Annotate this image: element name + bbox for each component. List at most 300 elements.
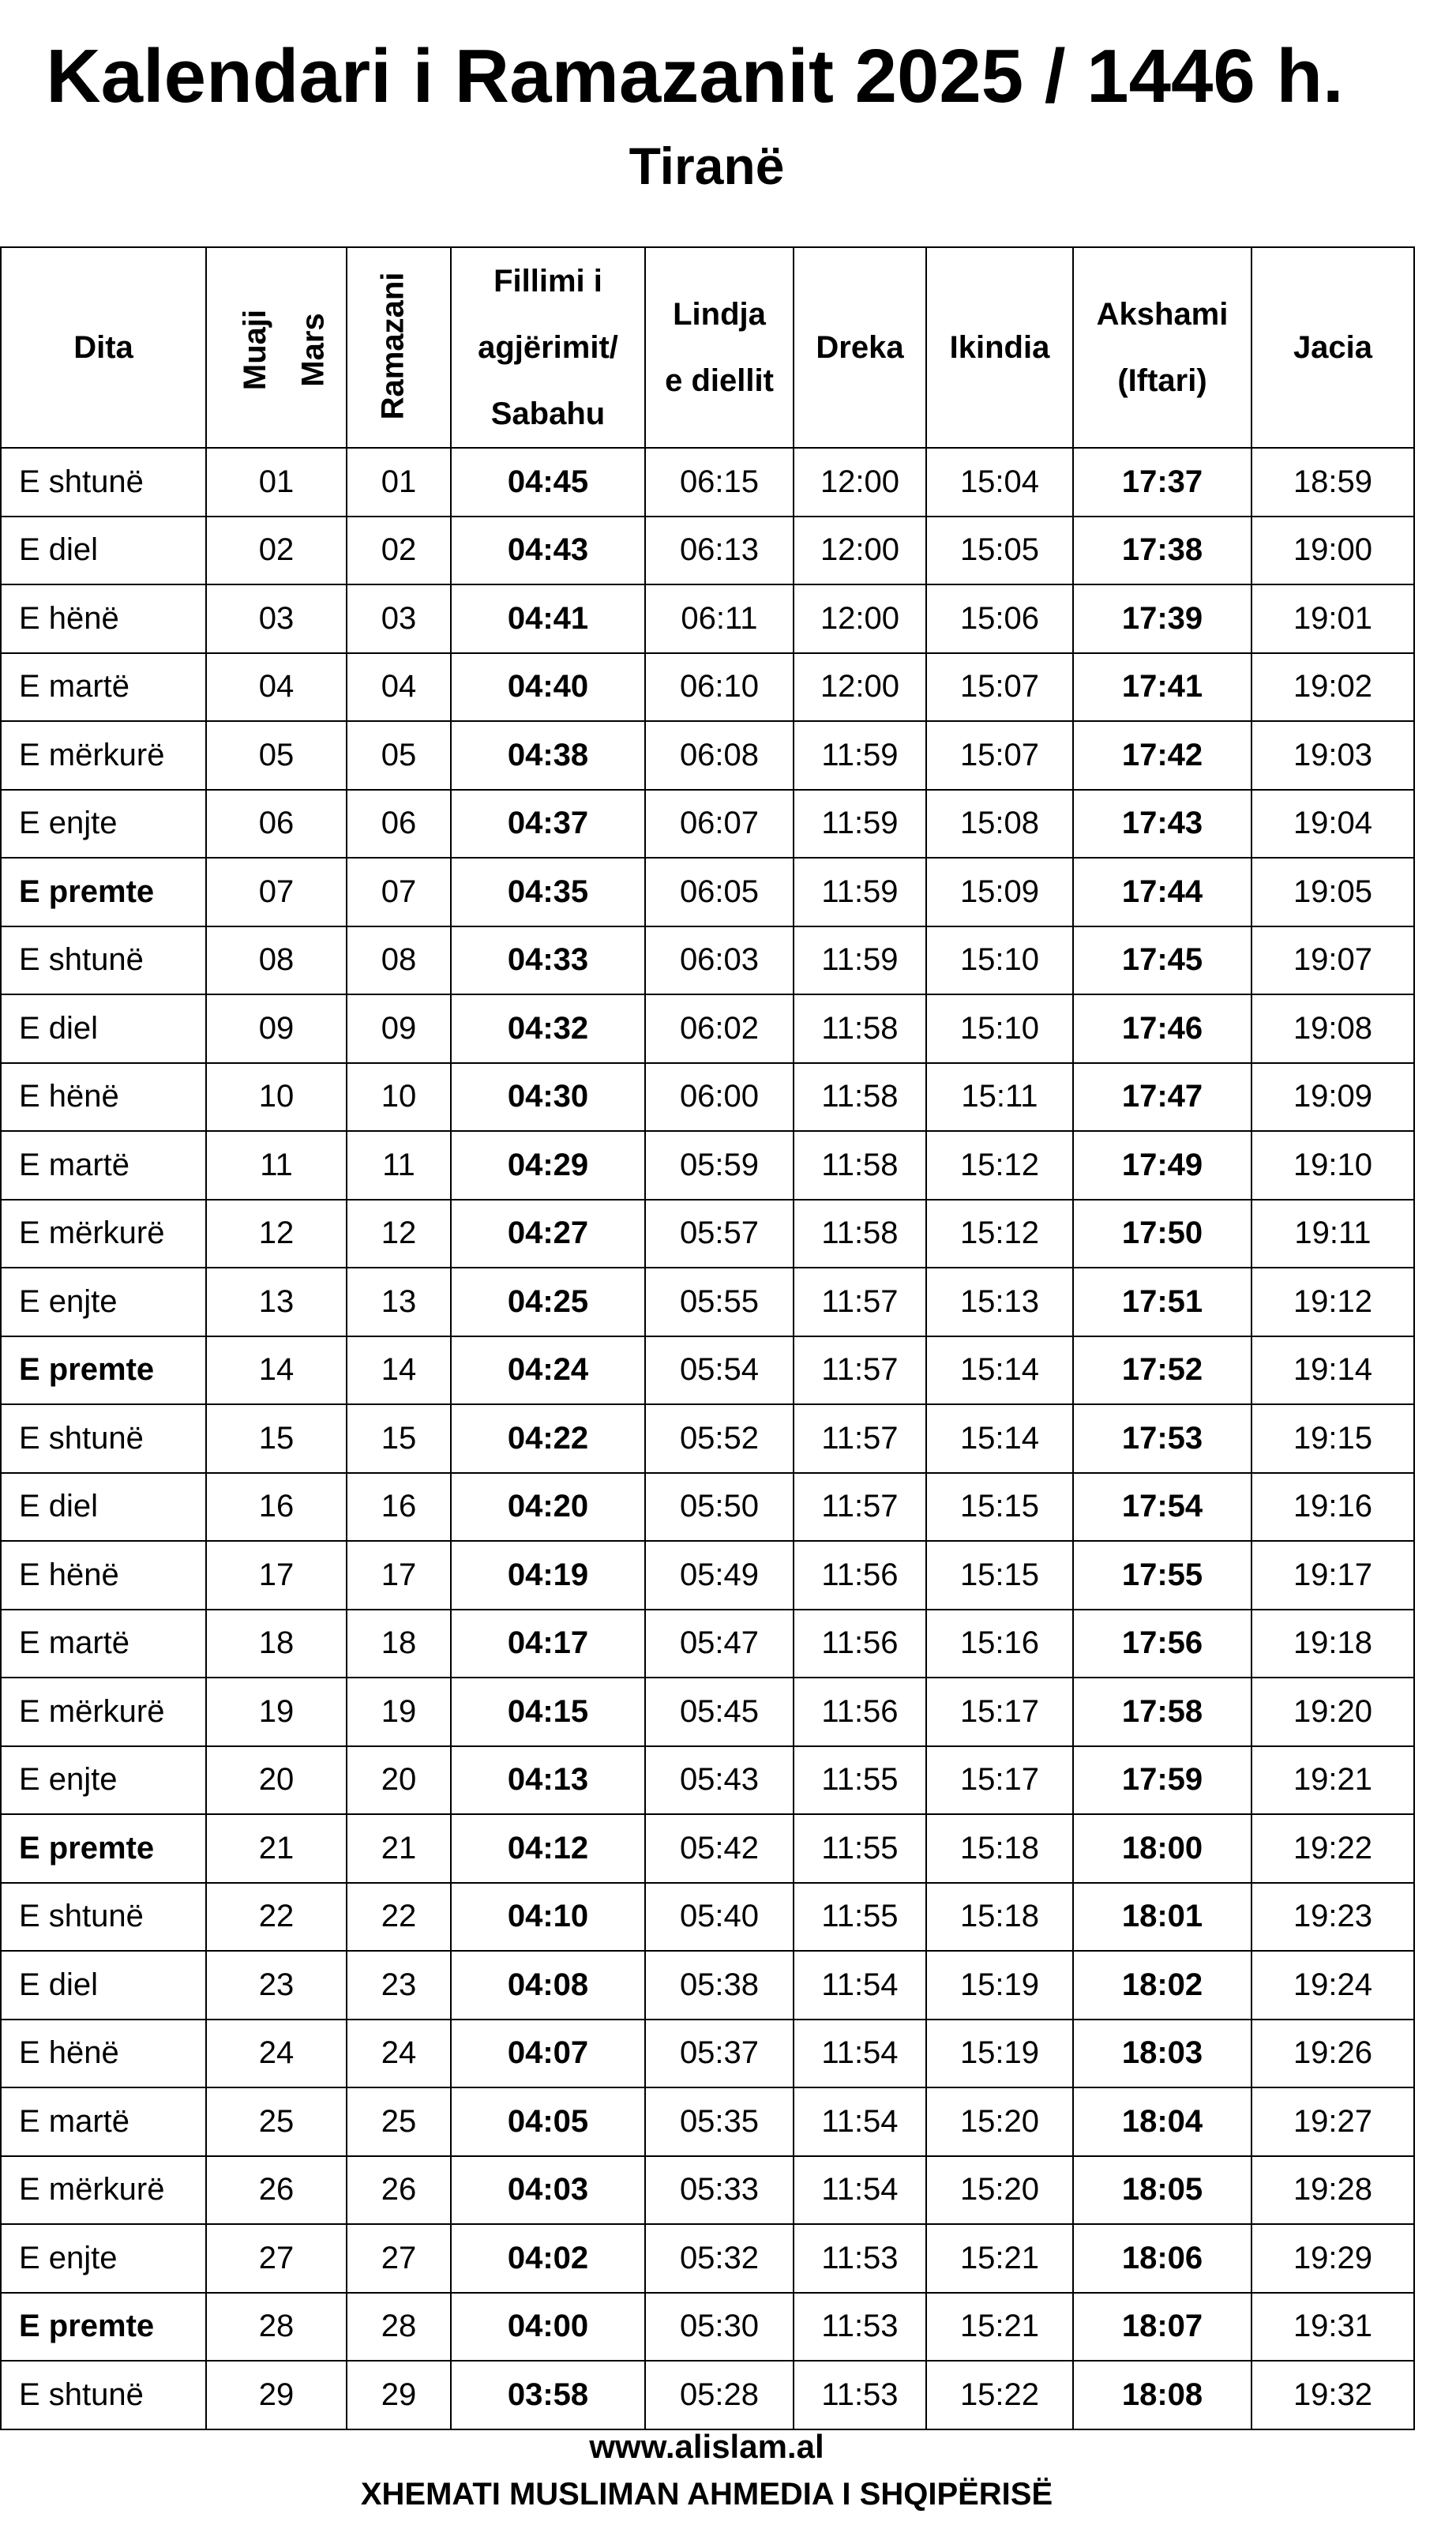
cell-dreka: 11:55 [794, 1883, 926, 1952]
cell-dreka: 11:59 [794, 790, 926, 859]
cell-ikindia: 15:16 [926, 1610, 1073, 1678]
cell-dreka: 11:57 [794, 1404, 926, 1473]
cell-mars: 19 [206, 1678, 347, 1746]
cell-jacia: 19:00 [1251, 517, 1414, 585]
cell-sabahu: 04:10 [451, 1883, 645, 1952]
cell-jacia: 19:26 [1251, 2020, 1414, 2088]
cell-lindja: 06:13 [645, 517, 794, 585]
cell-ramazani: 24 [347, 2020, 451, 2088]
footer-organization: XHEMATI MUSLIMAN AHMEDIA I SHQIPËRISË [360, 2477, 1053, 2512]
cell-ramazani: 09 [347, 994, 451, 1063]
cell-ramazani: 13 [347, 1268, 451, 1336]
cell-ikindia: 15:19 [926, 1951, 1073, 2020]
cell-ikindia: 15:05 [926, 517, 1073, 585]
cell-ikindia: 15:13 [926, 1268, 1073, 1336]
table-header-row [1, 247, 1414, 448]
cell-dreka: 11:59 [794, 926, 926, 995]
table-row [1, 2293, 1414, 2362]
table-row [1, 1541, 1414, 1610]
cell-dreka: 11:54 [794, 2156, 926, 2225]
cell-lindja: 06:07 [645, 790, 794, 859]
cell-mars: 12 [206, 1200, 347, 1268]
cell-jacia: 19:27 [1251, 2087, 1414, 2156]
cell-mars: 10 [206, 1063, 347, 1132]
cell-akshami: 17:38 [1073, 517, 1251, 585]
cell-lindja: 05:47 [645, 1610, 794, 1678]
header-lindja [645, 247, 794, 448]
cell-lindja: 06:15 [645, 448, 794, 517]
cell-mars: 02 [206, 517, 347, 585]
cell-ikindia: 15:21 [926, 2293, 1073, 2362]
cell-sabahu: 04:08 [451, 1951, 645, 2020]
cell-jacia: 19:18 [1251, 1610, 1414, 1678]
cell-dreka: 11:55 [794, 1746, 926, 1815]
cell-dreka: 11:59 [794, 721, 926, 790]
cell-sabahu: 04:00 [451, 2293, 645, 2362]
cell-jacia: 19:21 [1251, 1746, 1414, 1815]
cell-jacia: 19:29 [1251, 2224, 1414, 2293]
cell-jacia: 19:20 [1251, 1678, 1414, 1746]
cell-jacia: 19:12 [1251, 1268, 1414, 1336]
table-row [1, 926, 1414, 995]
cell-jacia: 19:15 [1251, 1404, 1414, 1473]
cell-jacia: 19:10 [1251, 1131, 1414, 1200]
cell-jacia: 19:14 [1251, 1336, 1414, 1405]
cell-sabahu: 04:37 [451, 790, 645, 859]
table-row [1, 2020, 1414, 2088]
header-lindja-line2: e diellit [665, 363, 774, 398]
cell-dreka: 12:00 [794, 517, 926, 585]
cell-day: E shtunë [1, 926, 206, 995]
cell-sabahu: 03:58 [451, 2361, 645, 2429]
cell-day: E diel [1, 1473, 206, 1542]
table-row [1, 1336, 1414, 1405]
footer-website: www.alislam.al [589, 2428, 824, 2465]
cell-akshami: 17:41 [1073, 653, 1251, 722]
table-row [1, 1268, 1414, 1336]
header-dita: Dita [1, 247, 206, 448]
cell-ramazani: 12 [347, 1200, 451, 1268]
table-row [1, 2361, 1414, 2429]
cell-ramazani: 17 [347, 1541, 451, 1610]
cell-akshami: 17:52 [1073, 1336, 1251, 1405]
cell-ramazani: 04 [347, 653, 451, 722]
cell-akshami: 17:54 [1073, 1473, 1251, 1542]
table-row [1, 1951, 1414, 2020]
cell-mars: 26 [206, 2156, 347, 2225]
cell-day: E hënë [1, 1541, 206, 1610]
cell-day: E shtunë [1, 1404, 206, 1473]
cell-ramazani: 05 [347, 721, 451, 790]
cell-sabahu: 04:15 [451, 1678, 645, 1746]
cell-mars: 15 [206, 1404, 347, 1473]
cell-mars: 20 [206, 1746, 347, 1815]
cell-ikindia: 15:08 [926, 790, 1073, 859]
cell-day: E diel [1, 994, 206, 1063]
table-row [1, 1814, 1414, 1883]
cell-ikindia: 15:15 [926, 1473, 1073, 1542]
header-dreka: Dreka [794, 247, 926, 448]
cell-day: E hënë [1, 2020, 206, 2088]
cell-akshami: 17:50 [1073, 1200, 1251, 1268]
cell-mars: 18 [206, 1610, 347, 1678]
cell-dreka: 11:57 [794, 1336, 926, 1405]
cell-sabahu: 04:03 [451, 2156, 645, 2225]
cell-dreka: 11:53 [794, 2293, 926, 2362]
cell-dreka: 11:56 [794, 1610, 926, 1678]
cell-akshami: 17:43 [1073, 790, 1251, 859]
cell-ramazani: 20 [347, 1746, 451, 1815]
cell-mars: 05 [206, 721, 347, 790]
cell-akshami: 17:55 [1073, 1541, 1251, 1610]
header-sabahu-line1: Fillimi i [493, 264, 602, 299]
cell-lindja: 05:35 [645, 2087, 794, 2156]
cell-lindja: 05:57 [645, 1200, 794, 1268]
cell-akshami: 18:00 [1073, 1814, 1251, 1883]
cell-ramazani: 01 [347, 448, 451, 517]
cell-jacia: 19:28 [1251, 2156, 1414, 2225]
cell-mars: 28 [206, 2293, 347, 2362]
cell-ramazani: 28 [347, 2293, 451, 2362]
cell-akshami: 17:59 [1073, 1746, 1251, 1815]
cell-ramazani: 10 [347, 1063, 451, 1132]
table-row [1, 858, 1414, 926]
cell-ramazani: 23 [347, 1951, 451, 2020]
cell-lindja: 05:30 [645, 2293, 794, 2362]
cell-day: E hënë [1, 584, 206, 653]
cell-mars: 08 [206, 926, 347, 995]
cell-ramazani: 03 [347, 584, 451, 653]
cell-sabahu: 04:05 [451, 2087, 645, 2156]
cell-sabahu: 04:25 [451, 1268, 645, 1336]
cell-akshami: 17:45 [1073, 926, 1251, 995]
cell-jacia: 19:31 [1251, 2293, 1414, 2362]
cell-day: E shtunë [1, 2361, 206, 2429]
cell-ramazani: 14 [347, 1336, 451, 1405]
cell-jacia: 19:08 [1251, 994, 1414, 1063]
table-row [1, 1746, 1414, 1815]
cell-day: E enjte [1, 2224, 206, 2293]
cell-lindja: 05:54 [645, 1336, 794, 1405]
cell-akshami: 17:49 [1073, 1131, 1251, 1200]
table-row [1, 1131, 1414, 1200]
cell-akshami: 18:05 [1073, 2156, 1251, 2225]
cell-sabahu: 04:41 [451, 584, 645, 653]
cell-ikindia: 15:12 [926, 1131, 1073, 1200]
cell-ikindia: 15:18 [926, 1814, 1073, 1883]
cell-ramazani: 16 [347, 1473, 451, 1542]
cell-sabahu: 04:02 [451, 2224, 645, 2293]
table-row [1, 1473, 1414, 1542]
cell-lindja: 05:40 [645, 1883, 794, 1952]
cell-akshami: 17:46 [1073, 994, 1251, 1063]
cell-jacia: 18:59 [1251, 448, 1414, 517]
table-row [1, 1063, 1414, 1132]
city-subtitle: Tiranë [629, 137, 785, 195]
cell-ikindia: 15:07 [926, 721, 1073, 790]
cell-akshami: 18:01 [1073, 1883, 1251, 1952]
cell-lindja: 05:43 [645, 1746, 794, 1815]
cell-sabahu: 04:13 [451, 1746, 645, 1815]
cell-day: E shtunë [1, 448, 206, 517]
cell-sabahu: 04:33 [451, 926, 645, 995]
cell-lindja: 05:28 [645, 2361, 794, 2429]
cell-dreka: 11:55 [794, 1814, 926, 1883]
cell-ramazani: 02 [347, 517, 451, 585]
cell-sabahu: 04:22 [451, 1404, 645, 1473]
cell-mars: 17 [206, 1541, 347, 1610]
cell-akshami: 17:56 [1073, 1610, 1251, 1678]
header-sabahu-line3: Sabahu [490, 396, 606, 431]
cell-ramazani: 25 [347, 2087, 451, 2156]
cell-ramazani: 26 [347, 2156, 451, 2225]
cell-ikindia: 15:14 [926, 1404, 1073, 1473]
table-row [1, 653, 1414, 722]
cell-ramazani: 22 [347, 1883, 451, 1952]
cell-mars: 24 [206, 2020, 347, 2088]
cell-akshami: 17:47 [1073, 1063, 1251, 1132]
cell-jacia: 19:22 [1251, 1814, 1414, 1883]
header-lindja-line1: Lindja [673, 297, 766, 332]
cell-ikindia: 15:10 [926, 926, 1073, 995]
cell-ikindia: 15:15 [926, 1541, 1073, 1610]
cell-ramazani: 21 [347, 1814, 451, 1883]
header-ramazani [347, 247, 451, 448]
cell-dreka: 11:54 [794, 1951, 926, 2020]
cell-ikindia: 15:19 [926, 2020, 1073, 2088]
cell-sabahu: 04:29 [451, 1131, 645, 1200]
cell-ikindia: 15:04 [926, 448, 1073, 517]
cell-dreka: 11:54 [794, 2087, 926, 2156]
cell-jacia: 19:17 [1251, 1541, 1414, 1610]
cell-lindja: 05:32 [645, 2224, 794, 2293]
cell-akshami: 17:44 [1073, 858, 1251, 926]
cell-mars: 13 [206, 1268, 347, 1336]
cell-akshami: 18:08 [1073, 2361, 1251, 2429]
cell-akshami: 17:42 [1073, 721, 1251, 790]
cell-akshami: 17:58 [1073, 1678, 1251, 1746]
header-muaji-mars [206, 247, 347, 448]
cell-dreka: 11:57 [794, 1268, 926, 1336]
cell-ikindia: 15:21 [926, 2224, 1073, 2293]
cell-akshami: 18:04 [1073, 2087, 1251, 2156]
cell-dreka: 11:58 [794, 994, 926, 1063]
cell-dreka: 12:00 [794, 653, 926, 722]
cell-mars: 21 [206, 1814, 347, 1883]
cell-lindja: 05:49 [645, 1541, 794, 1610]
table-row [1, 2156, 1414, 2225]
header-mars: Mars [295, 313, 331, 387]
header-akshami-line1: Akshami [1096, 297, 1229, 332]
table-row [1, 721, 1414, 790]
table-row [1, 790, 1414, 859]
cell-jacia: 19:11 [1251, 1200, 1414, 1268]
table-row [1, 517, 1414, 585]
table-row [1, 2087, 1414, 2156]
cell-day: E enjte [1, 790, 206, 859]
cell-day: E diel [1, 1951, 206, 2020]
cell-ramazani: 19 [347, 1678, 451, 1746]
cell-ramazani: 11 [347, 1131, 451, 1200]
cell-ramazani: 06 [347, 790, 451, 859]
cell-akshami: 18:06 [1073, 2224, 1251, 2293]
cell-akshami: 17:51 [1073, 1268, 1251, 1336]
cell-day: E enjte [1, 1268, 206, 1336]
cell-lindja: 06:03 [645, 926, 794, 995]
cell-lindja: 05:45 [645, 1678, 794, 1746]
cell-sabahu: 04:07 [451, 2020, 645, 2088]
cell-ikindia: 15:17 [926, 1746, 1073, 1815]
cell-lindja: 06:00 [645, 1063, 794, 1132]
header-jacia: Jacia [1251, 247, 1414, 448]
cell-ikindia: 15:14 [926, 1336, 1073, 1405]
table-row [1, 994, 1414, 1063]
cell-mars: 29 [206, 2361, 347, 2429]
header-ikindia: Ikindia [926, 247, 1073, 448]
table-row [1, 1404, 1414, 1473]
cell-ikindia: 15:17 [926, 1678, 1073, 1746]
cell-lindja: 05:42 [645, 1814, 794, 1883]
cell-ramazani: 18 [347, 1610, 451, 1678]
cell-day: E martë [1, 653, 206, 722]
cell-mars: 01 [206, 448, 347, 517]
header-ramazani-label: Ramazani [375, 272, 411, 420]
page-title: Kalendari i Ramazanit 2025 / 1446 h. [46, 34, 1344, 118]
cell-ramazani: 08 [347, 926, 451, 995]
table-row [1, 448, 1414, 517]
cell-jacia: 19:03 [1251, 721, 1414, 790]
cell-mars: 27 [206, 2224, 347, 2293]
cell-akshami: 18:02 [1073, 1951, 1251, 2020]
cell-day: E diel [1, 517, 206, 585]
cell-mars: 22 [206, 1883, 347, 1952]
cell-day: E premte [1, 2293, 206, 2362]
cell-mars: 16 [206, 1473, 347, 1542]
cell-sabahu: 04:43 [451, 517, 645, 585]
cell-sabahu: 04:27 [451, 1200, 645, 1268]
cell-mars: 14 [206, 1336, 347, 1405]
cell-jacia: 19:01 [1251, 584, 1414, 653]
cell-ramazani: 29 [347, 2361, 451, 2429]
cell-lindja: 06:08 [645, 721, 794, 790]
cell-sabahu: 04:12 [451, 1814, 645, 1883]
table-row [1, 1883, 1414, 1952]
cell-day: E martë [1, 1131, 206, 1200]
cell-sabahu: 04:19 [451, 1541, 645, 1610]
cell-lindja: 05:52 [645, 1404, 794, 1473]
cell-sabahu: 04:20 [451, 1473, 645, 1542]
cell-dreka: 12:00 [794, 448, 926, 517]
cell-mars: 23 [206, 1951, 347, 2020]
cell-jacia: 19:09 [1251, 1063, 1414, 1132]
cell-day: E martë [1, 1610, 206, 1678]
cell-akshami: 17:53 [1073, 1404, 1251, 1473]
cell-lindja: 06:10 [645, 653, 794, 722]
header-akshami-line2: (Iftari) [1117, 363, 1207, 398]
cell-jacia: 19:16 [1251, 1473, 1414, 1542]
cell-ikindia: 15:10 [926, 994, 1073, 1063]
header-akshami [1073, 247, 1251, 448]
cell-akshami: 18:03 [1073, 2020, 1251, 2088]
cell-sabahu: 04:38 [451, 721, 645, 790]
cell-ikindia: 15:11 [926, 1063, 1073, 1132]
cell-mars: 25 [206, 2087, 347, 2156]
cell-ikindia: 15:22 [926, 2361, 1073, 2429]
cell-lindja: 05:59 [645, 1131, 794, 1200]
cell-dreka: 11:54 [794, 2020, 926, 2088]
cell-ramazani: 07 [347, 858, 451, 926]
cell-day: E premte [1, 858, 206, 926]
cell-akshami: 17:37 [1073, 448, 1251, 517]
cell-ikindia: 15:12 [926, 1200, 1073, 1268]
cell-ikindia: 15:20 [926, 2087, 1073, 2156]
cell-day: E mërkurë [1, 1678, 206, 1746]
cell-day: E enjte [1, 1746, 206, 1815]
cell-mars: 07 [206, 858, 347, 926]
cell-ramazani: 15 [347, 1404, 451, 1473]
cell-lindja: 06:05 [645, 858, 794, 926]
cell-sabahu: 04:40 [451, 653, 645, 722]
cell-dreka: 11:56 [794, 1541, 926, 1610]
cell-day: E mërkurë [1, 721, 206, 790]
cell-lindja: 06:02 [645, 994, 794, 1063]
header-muaji: Muaji [238, 309, 273, 391]
cell-lindja: 05:55 [645, 1268, 794, 1336]
cell-jacia: 19:32 [1251, 2361, 1414, 2429]
cell-lindja: 05:37 [645, 2020, 794, 2088]
cell-akshami: 18:07 [1073, 2293, 1251, 2362]
cell-akshami: 17:39 [1073, 584, 1251, 653]
cell-mars: 09 [206, 994, 347, 1063]
cell-lindja: 06:11 [645, 584, 794, 653]
cell-ikindia: 15:20 [926, 2156, 1073, 2225]
cell-sabahu: 04:45 [451, 448, 645, 517]
cell-jacia: 19:07 [1251, 926, 1414, 995]
cell-jacia: 19:02 [1251, 653, 1414, 722]
cell-sabahu: 04:32 [451, 994, 645, 1063]
cell-sabahu: 04:30 [451, 1063, 645, 1132]
cell-jacia: 19:04 [1251, 790, 1414, 859]
cell-ikindia: 15:18 [926, 1883, 1073, 1952]
cell-dreka: 11:53 [794, 2361, 926, 2429]
table-row [1, 1610, 1414, 1678]
table-row [1, 1200, 1414, 1268]
cell-lindja: 05:50 [645, 1473, 794, 1542]
cell-day: E mërkurë [1, 1200, 206, 1268]
cell-lindja: 05:33 [645, 2156, 794, 2225]
cell-day: E premte [1, 1336, 206, 1405]
header-sabahu [451, 247, 645, 448]
cell-ikindia: 15:09 [926, 858, 1073, 926]
cell-mars: 04 [206, 653, 347, 722]
cell-day: E hënë [1, 1063, 206, 1132]
cell-day: E mërkurë [1, 2156, 206, 2225]
cell-dreka: 11:58 [794, 1200, 926, 1268]
cell-jacia: 19:24 [1251, 1951, 1414, 2020]
cell-dreka: 11:59 [794, 858, 926, 926]
cell-dreka: 11:57 [794, 1473, 926, 1542]
cell-dreka: 11:56 [794, 1678, 926, 1746]
cell-sabahu: 04:24 [451, 1336, 645, 1405]
cell-jacia: 19:05 [1251, 858, 1414, 926]
ramadan-calendar-table [0, 246, 1415, 2430]
cell-dreka: 11:53 [794, 2224, 926, 2293]
cell-dreka: 11:58 [794, 1131, 926, 1200]
cell-lindja: 05:38 [645, 1951, 794, 2020]
cell-jacia: 19:23 [1251, 1883, 1414, 1952]
cell-mars: 11 [206, 1131, 347, 1200]
cell-ikindia: 15:06 [926, 584, 1073, 653]
